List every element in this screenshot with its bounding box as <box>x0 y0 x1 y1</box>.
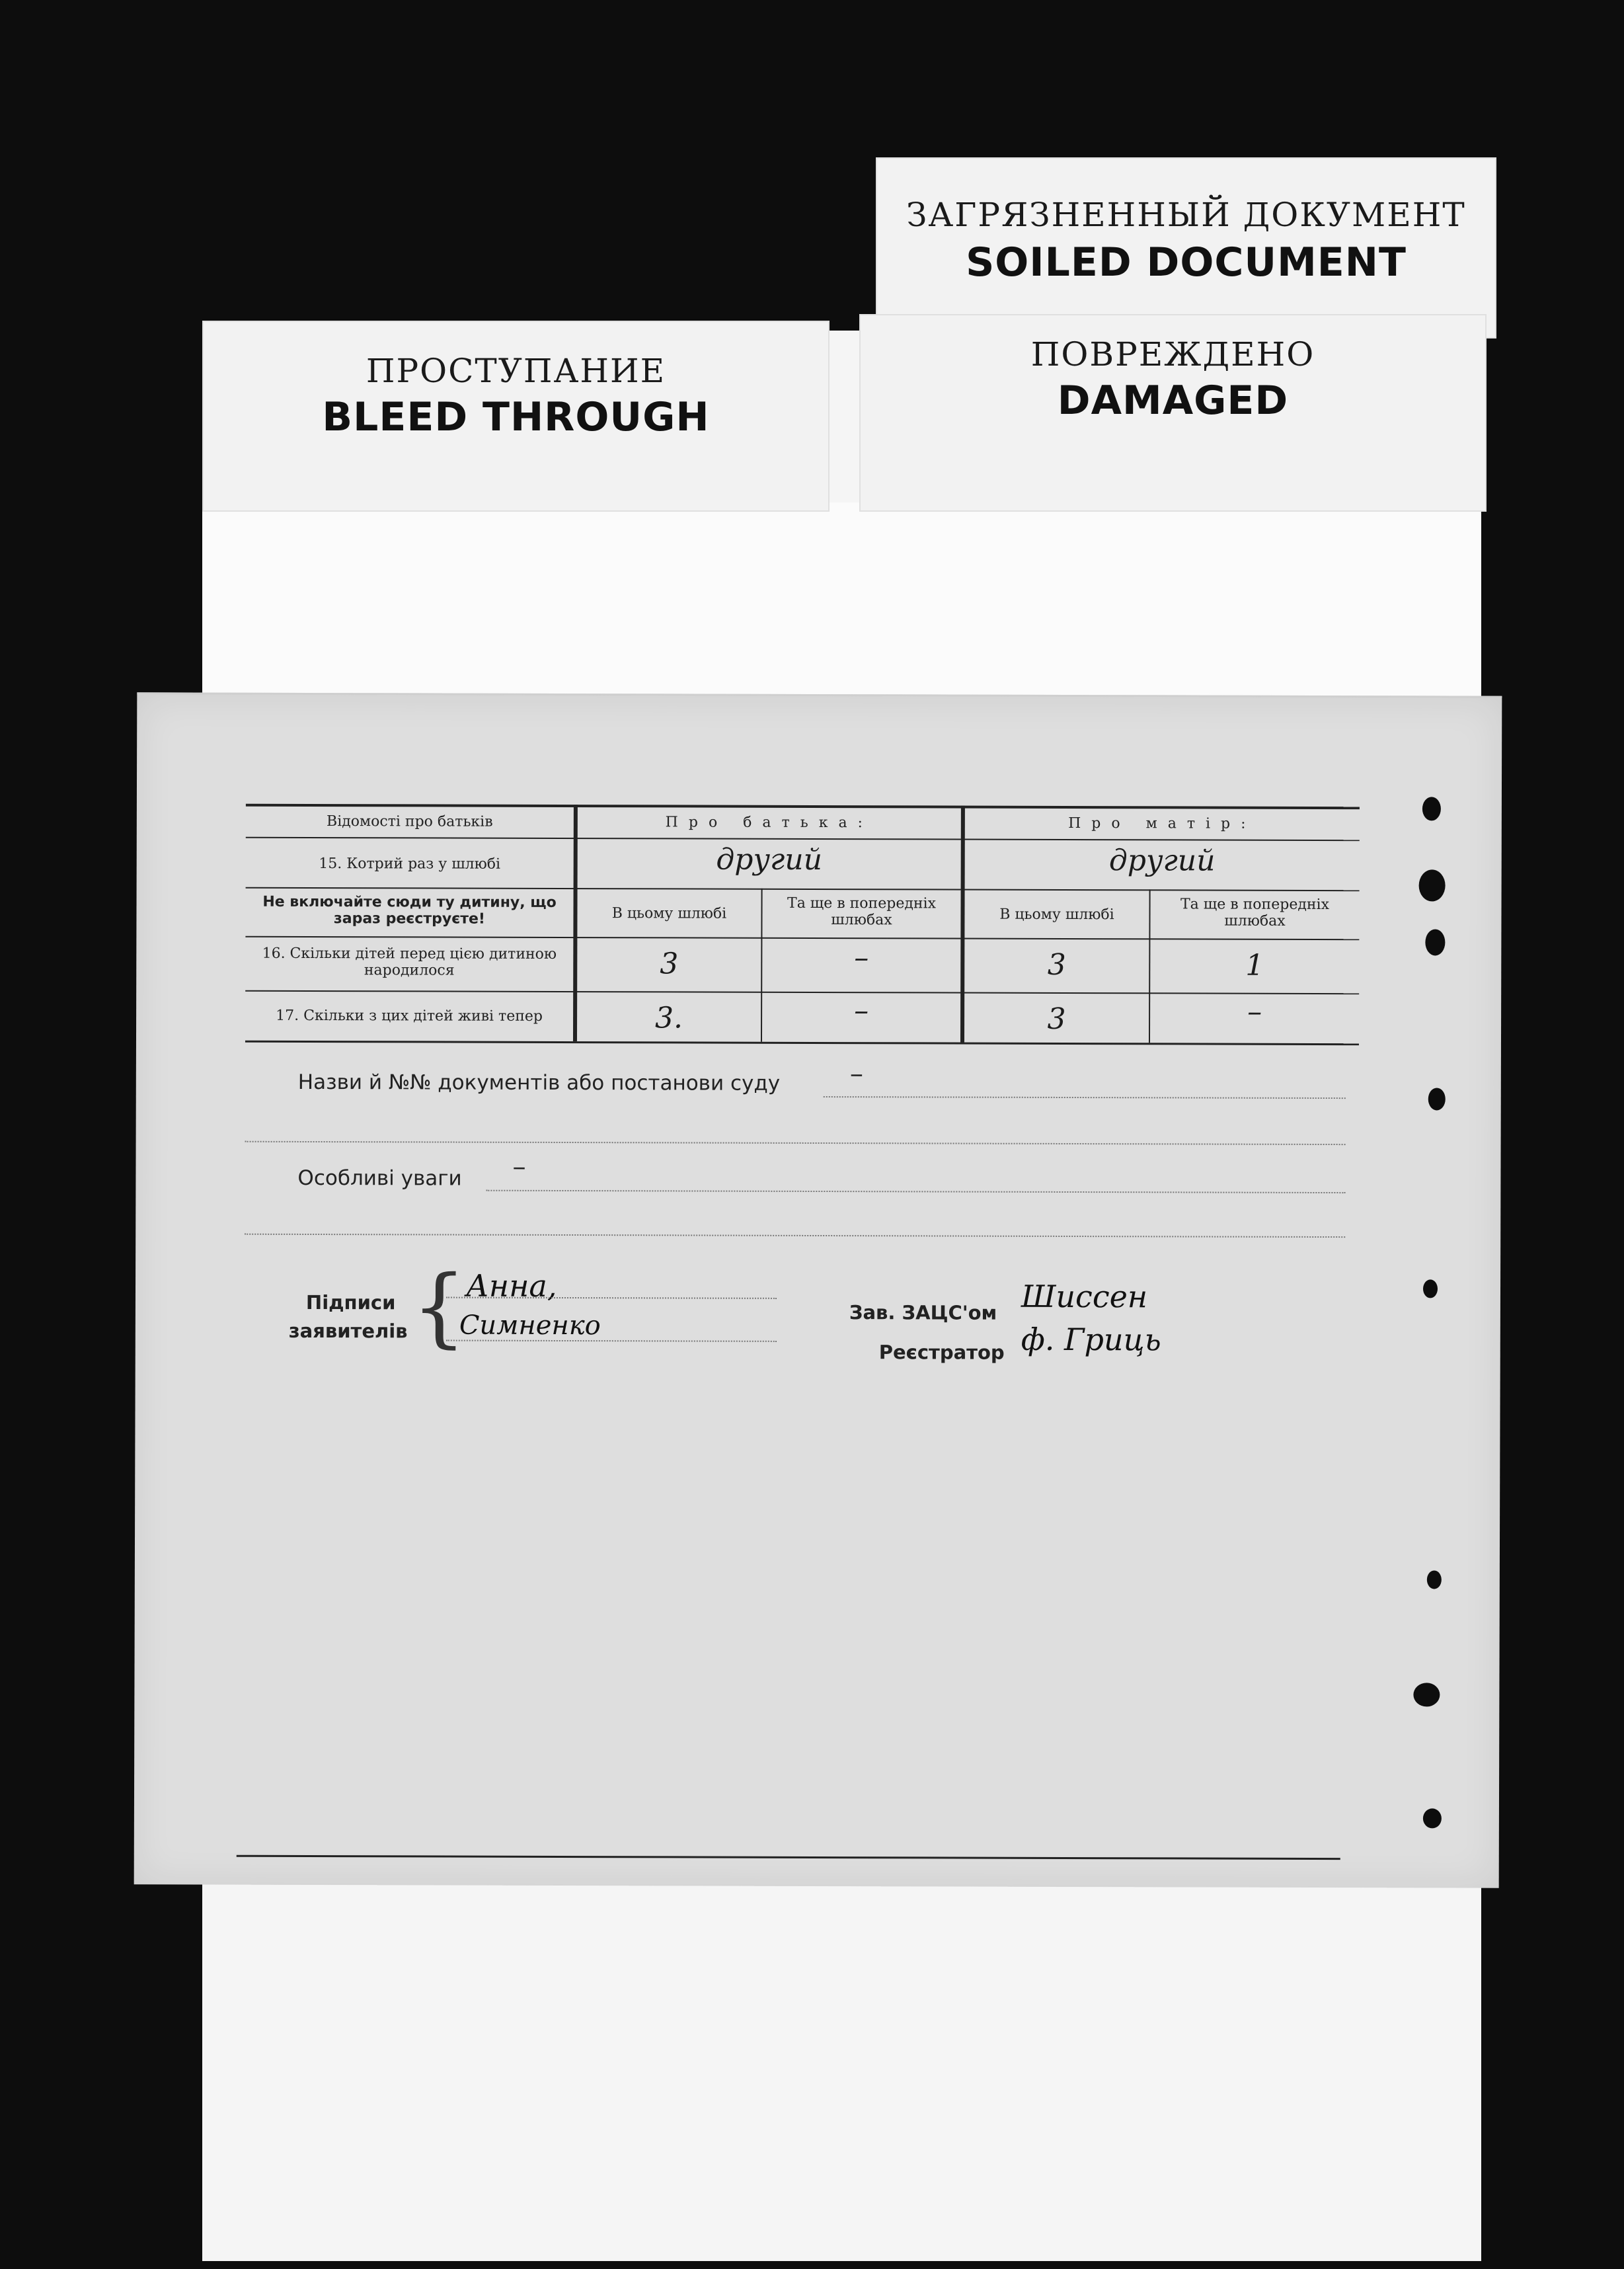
damaged-flag <box>859 314 1487 512</box>
m-this-marriage: В цьому шлюбі <box>999 906 1114 924</box>
punch-hole <box>1427 1570 1442 1589</box>
applicants-brace: { <box>411 1256 467 1357</box>
header-father: Про батька: <box>665 814 874 832</box>
f-this-marriage: В цьому шлюбі <box>611 905 727 922</box>
backing-sheet-top <box>202 502 1481 701</box>
row16-label: 16. Скільки дітей перед цією дитиною народилося <box>262 945 557 979</box>
applicant-signature-1: Анна, <box>465 1267 557 1304</box>
header-mother: Про матір: <box>1068 815 1257 832</box>
punch-hole <box>1423 1279 1438 1298</box>
bottom-rule <box>237 1855 1340 1860</box>
soiled-document-flag <box>876 157 1496 338</box>
table-rule <box>246 837 1360 841</box>
documents-value: – <box>849 1058 863 1090</box>
registrar-label: Реєстратор <box>878 1341 1005 1364</box>
punch-hole <box>1419 869 1446 901</box>
row15-mother: другий <box>1108 844 1216 878</box>
punch-hole <box>1422 797 1441 820</box>
soiled-en: SOILED DOCUMENT <box>966 239 1407 286</box>
soiled-ru: ЗАГРЯЗНЕННЫЙ ДОКУМЕНТ <box>906 196 1466 234</box>
head-label: Зав. ЗАЦС'ом <box>849 1301 997 1324</box>
table-rule <box>245 936 1359 940</box>
notes-label: Особливі уваги <box>297 1166 462 1191</box>
header-label: Відомості про батьків <box>327 813 493 830</box>
row15-label: 15. Котрий раз у шлюбі <box>319 856 501 873</box>
punch-hole <box>1423 1808 1442 1828</box>
applicant-line-2 <box>446 1340 777 1342</box>
punch-hole <box>1425 929 1445 955</box>
punch-hole <box>1413 1683 1440 1706</box>
damaged-en: DAMAGED <box>1057 378 1289 424</box>
notes-dotted-line <box>486 1190 1345 1193</box>
applicant-signature-2: Симненко <box>459 1310 601 1341</box>
parents-table <box>245 804 1360 1051</box>
row17-m-this: 3 <box>1047 1002 1066 1036</box>
m-prev-marriages: Та ще в попередніх шлюбах <box>1180 896 1330 930</box>
bleed-through-flag <box>202 321 830 512</box>
table-bottom-rule <box>245 1041 1359 1045</box>
row16-m-this: 3 <box>1047 947 1066 982</box>
punch-hole <box>1428 1088 1446 1110</box>
head-signature: Шиссен <box>1021 1278 1148 1315</box>
applicants-label-1: Підписи <box>305 1291 396 1314</box>
f-prev-marriages: Та ще в попередніх шлюбах <box>787 895 937 929</box>
row17-f-prev: – <box>854 994 869 1028</box>
notes-dotted-line-2 <box>245 1234 1345 1238</box>
documents-dotted-line-2 <box>245 1141 1346 1145</box>
form-card <box>134 692 1502 1888</box>
row17-m-prev: – <box>1247 994 1262 1029</box>
documents-label: Назви й №№ документів або постанови суду <box>297 1070 781 1095</box>
damaged-ru: ПОВРЕЖДЕНО <box>1030 335 1315 374</box>
documents-dotted-line <box>824 1096 1346 1099</box>
row15-father: другий <box>716 842 823 877</box>
row16-f-this: 3 <box>660 947 679 981</box>
registrar-signature: ф. Гриць <box>1021 1321 1161 1358</box>
table-top-rule <box>246 804 1360 809</box>
row17-label: 17. Скільки з цих дітей живі тепер <box>276 1007 543 1025</box>
notes-value: – <box>512 1151 526 1182</box>
bleed-ru: ПРОСТУПАНИЕ <box>366 352 666 390</box>
row16-m-prev: 1 <box>1245 948 1264 982</box>
table-rule <box>246 887 1360 891</box>
subheader-note: Не включайте сюди ту дитину, що зараз реєструєте! <box>262 893 557 928</box>
row17-f-this: 3. <box>655 1001 683 1035</box>
bleed-en: BLEED THROUGH <box>322 394 710 440</box>
row16-f-prev: – <box>854 941 869 975</box>
applicants-label-2: заявителів <box>288 1319 408 1343</box>
